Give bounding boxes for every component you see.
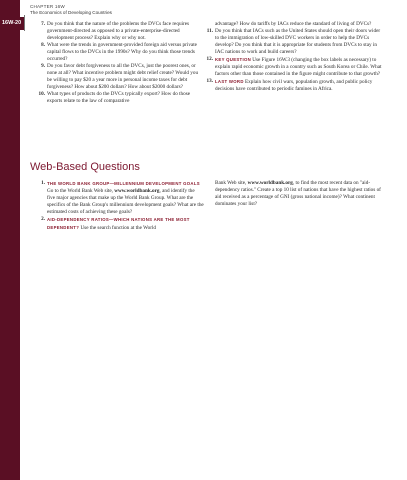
page-sidebar-bar [0, 0, 20, 480]
question-number: 2. [41, 216, 45, 222]
question-text: Use Figure 16W.3 (changing the box labels as necessary) to explain rapid economic growth in a country such as South Korea or Chile. What factors other than those contained in the figure might contribute to that growth? [215, 57, 382, 77]
question-9 [41, 63, 204, 91]
question-text: , to find the most recent data on "aid-dependency ratios." Create a top 10 list of nations that have the highest ratios of aid received as a percentage of GNI (gross national income)? What continent dominates your list? [215, 180, 381, 207]
question-text: Explain how civil wars, population growth, and public policy decisions have contributed to periodic famines in Africa. [215, 79, 373, 92]
question-11 [206, 28, 385, 56]
web-questions-left-column [41, 180, 204, 232]
question-keyword: THE WORLD BANK GROUP—MILLENNIUM DEVELOPMENT GOALS [47, 181, 200, 186]
web-question-1 [41, 180, 204, 216]
question-number: 8. [41, 42, 45, 48]
header-divider [24, 15, 29, 31]
question-text: What were the trends in government-provided foreign aid versus private capital flows to the DVCs in the 1990s? Why do you think those trends occurred? [47, 42, 197, 62]
question-number: 12. [206, 56, 213, 62]
question-number: 9. [41, 63, 45, 69]
question-text: Do you think that the nature of the problems the DVCs face requires government-directed as opposed to a private-enterprise-directed development process? Explain why or why not. [47, 21, 190, 41]
question-12 [206, 56, 385, 78]
question-keyword: AID-DEPENDENCY RATIOS—WHICH NATIONS ARE THE MOST DEPENDENT? [47, 217, 190, 230]
book-title: The Economics of Developing Countries [30, 9, 112, 15]
chapter-label: CHAPTER 16W [30, 4, 65, 9]
web-question-2-continued [215, 180, 385, 208]
section-title: Web-Based Questions [30, 161, 140, 173]
web-question-2 [41, 216, 204, 232]
question-text: What types of products do the DVCs typically export? How do those exports relate to the law of comparative [47, 91, 191, 104]
question-number: 7. [41, 21, 45, 27]
web-questions-right-column [215, 180, 385, 208]
questions-left-column [38, 21, 204, 105]
worldbank-link[interactable]: www.worldbank.org [247, 180, 293, 186]
page-number: 16W-20 [0, 17, 24, 30]
question-text: Go to the World Bank Web site, [47, 188, 113, 194]
question-number: 11. [206, 28, 213, 34]
question-keyword: KEY QUESTION [215, 57, 251, 62]
question-number: 13. [206, 78, 213, 84]
question-8 [41, 42, 204, 63]
question-text: Use the search function at the World [80, 225, 156, 231]
running-header [30, 4, 112, 15]
question-text: Do you think that IACs such as the United States should open their doors wider to the immigration of low-skilled DVC workers in order to help the DVCs develop? Do you think that it is appropriate for students from DVCs to stay in IAC nations to work and build careers? [215, 28, 381, 55]
question-text: Do you favor debt forgiveness to all the DVCs, just the poorest ones, or none at all? What incentive problem might debt relief create? Would you be willing to pay $20 a year more in personal income taxes for debt forgiveness? How about $200 dollars? How about $2000 dollars? [47, 63, 199, 90]
question-10-continued: advantage? How do tariffs by IACs reduce the standard of living of DVCs? [215, 21, 372, 27]
questions-right-column [206, 21, 385, 93]
worldbank-link[interactable]: www.worldbank.org [114, 188, 160, 194]
question-number: 10. [38, 91, 45, 97]
question-text: , and identify the five major agencies that make up the World Bank Group. What are the specifics of the Bank Group's millennium development goals? What are the estimated costs of achieving these goals? [47, 188, 204, 215]
question-10 [38, 91, 204, 105]
question-number: 1. [41, 180, 45, 186]
question-7 [41, 21, 204, 42]
question-text: Bank Web site, [215, 180, 247, 186]
question-13 [206, 78, 385, 93]
question-keyword: LAST WORD [215, 79, 244, 84]
